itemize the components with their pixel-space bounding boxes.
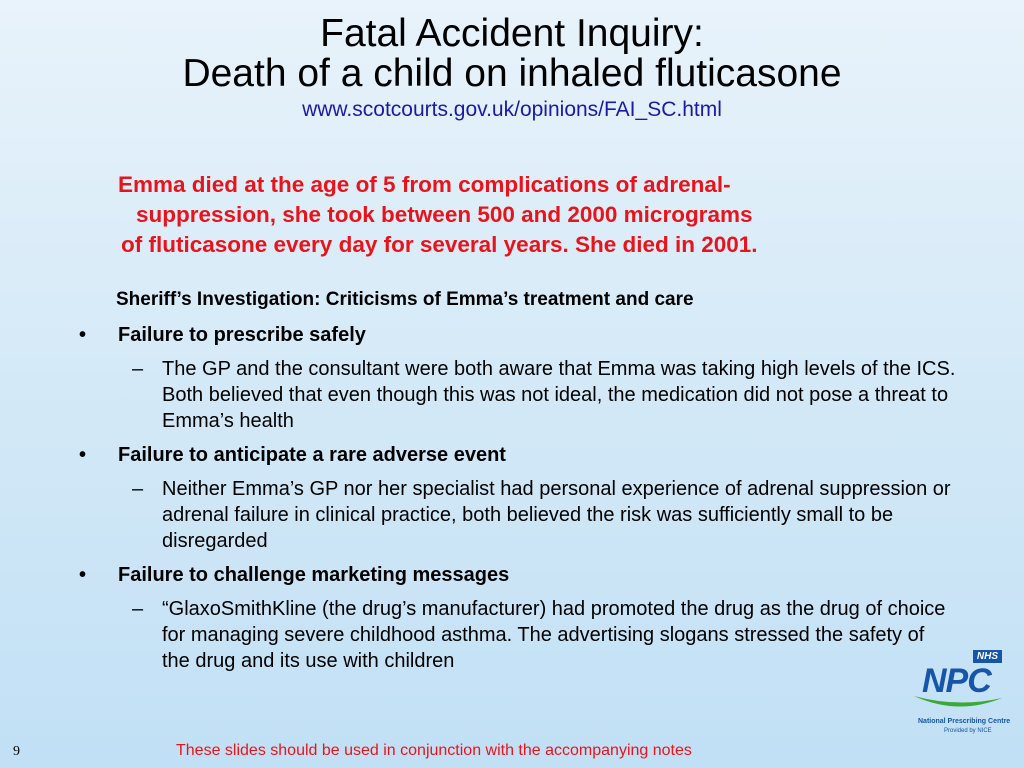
footer-note: These slides should be used in conjunction with the accompanying notes xyxy=(176,742,692,759)
dash-marker: – xyxy=(132,598,144,620)
list-item xyxy=(76,442,956,468)
lead-line-1: Emma died at the age of 5 from complications of adrenal- xyxy=(118,172,731,197)
lead-line-3: of fluticasone every day for several years. She died in 2001. xyxy=(121,232,758,257)
bullet-marker: • xyxy=(79,444,87,466)
sub-item-text: Neither Emma’s GP nor her specialist had personal experience of adrenal suppression or adrenal failure in clinical practice, both believed the risk was sufficiently small to be disregarded xyxy=(162,478,951,552)
nhs-badge: NHS xyxy=(973,650,1002,663)
bullet-heading: Failure to anticipate a rare adverse event xyxy=(118,444,506,466)
sub-item xyxy=(76,596,956,674)
sub-item xyxy=(76,356,956,434)
npc-provided-by: Provided by NICE xyxy=(944,728,992,734)
npc-wordmark: NPC xyxy=(922,662,991,700)
sub-item-text: “GlaxoSmithKline (the drug’s manufacturer) had promoted the drug as the drug of choice for managing severe childhood asthma. The advertising slogans stressed the safety of the drug and its use with children xyxy=(162,598,946,672)
lead-line-2: suppression, she took between 500 and 2000 micrograms xyxy=(136,202,753,227)
bullet-heading: Failure to prescribe safely xyxy=(118,324,366,346)
list-item xyxy=(76,562,956,588)
dash-marker: – xyxy=(132,478,144,500)
npc-subtitle: National Prescribing Centre xyxy=(918,718,1011,725)
section-heading: Sheriff’s Investigation: Criticisms of Emma’s treatment and care xyxy=(116,289,694,310)
title-line-1: Fatal Accident Inquiry: xyxy=(320,12,704,55)
bullet-marker: • xyxy=(79,564,87,586)
bullet-marker: • xyxy=(79,324,87,346)
page-number: 9 xyxy=(13,744,20,759)
list-item xyxy=(76,322,956,348)
criticisms-list xyxy=(76,322,956,682)
source-url-link[interactable]: www.scotcourts.gov.uk/opinions/FAI_SC.html xyxy=(302,98,722,121)
npc-logo xyxy=(912,650,1011,740)
swoosh-icon xyxy=(912,692,1004,712)
dash-marker: – xyxy=(132,358,144,380)
title-line-2: Death of a child on inhaled fluticasone xyxy=(182,52,842,95)
sub-item xyxy=(76,476,956,554)
lead-statement xyxy=(118,170,918,260)
sub-item-text: The GP and the consultant were both aware that Emma was taking high levels of the ICS. Both believed that even though this was not ideal, the medication did not pose a threat to Emma’s health xyxy=(162,358,956,432)
bullet-heading: Failure to challenge marketing messages xyxy=(118,564,510,586)
slide-title xyxy=(0,14,1024,122)
